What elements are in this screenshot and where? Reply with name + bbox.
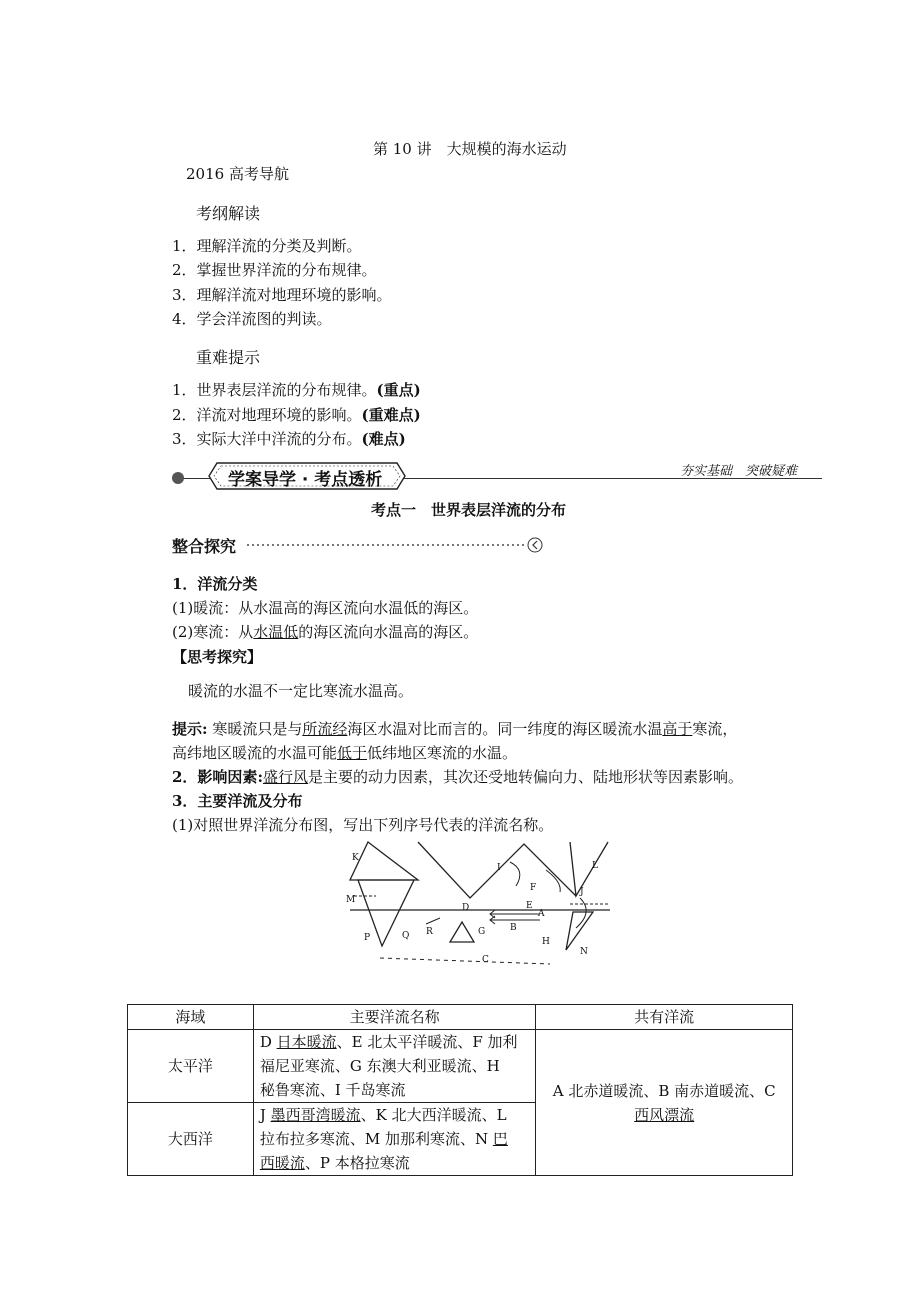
text: 海区水温对比而言的。同一纬度的海区暖流水温 <box>347 720 663 738</box>
outline-item-2: 2．掌握世界洋流的分布规律。 <box>172 261 377 279</box>
cell-atlantic-currents <box>253 1103 536 1176</box>
key-point-text: 3．实际大洋中洋流的分布。 <box>172 430 362 448</box>
key-point-text: 1．世界表层洋流的分布规律。 <box>172 381 377 399</box>
key-points-heading: 重难提示 <box>196 348 261 367</box>
map-label-j: J <box>580 887 584 897</box>
cell-line <box>260 1151 530 1175</box>
cell-line: 秘鲁寒流、I 千岛寒流 <box>259 1081 406 1099</box>
map-label-n: N <box>580 947 588 957</box>
map-label-g: G <box>478 927 486 937</box>
fill-blank: 高于 <box>662 720 693 738</box>
think-question: 暖流的水温不一定比寒流水温高。 <box>188 682 414 700</box>
header-main-currents: 主要洋流名称 <box>253 1005 536 1030</box>
section-title: 考点一 世界表层洋流的分布 <box>371 501 567 519</box>
map-label-i: I <box>497 863 501 873</box>
text: 寒流， <box>692 720 738 738</box>
cell-line: 福尼亚寒流、G 东澳大利亚暖流、H <box>259 1057 500 1075</box>
answer-label: 提示: <box>172 720 208 738</box>
fill-blank: 低于 <box>337 744 368 762</box>
think-heading: 【思考探究】 <box>172 648 263 666</box>
guide-heading: 2016 高考导航 <box>186 165 289 183</box>
map-label-e: E <box>526 901 533 911</box>
fill-blank: 日本暖流 <box>276 1033 337 1051</box>
cell-line: A 北赤道暖流、B 南赤道暖流、C <box>552 1081 776 1100</box>
text: (2)寒流：从 <box>172 623 254 641</box>
key-point-tag: (重点) <box>376 381 421 399</box>
outline-item-3: 3．理解洋流对地理环境的影响。 <box>172 286 392 304</box>
cell-pacific-name: 太平洋 <box>128 1030 254 1103</box>
map-label-q: Q <box>402 931 410 941</box>
outline-item-4: 4．学会洋流图的判读。 <box>172 310 332 328</box>
fill-blank: 水温低 <box>253 623 299 641</box>
sub-section-heading: 整合探究 <box>172 534 240 557</box>
text: 、E 北太平洋暖流、F 加利 <box>336 1033 518 1051</box>
fill-blank: 墨西哥湾暖流 <box>270 1106 361 1124</box>
text: 寒暖流只是与 <box>212 720 303 738</box>
header-shared-currents: 共有洋流 <box>536 1005 793 1030</box>
cell-line <box>260 1127 530 1151</box>
key-point-text: 2．洋流对地理环境的影响。 <box>172 406 362 424</box>
outline-item-1: 1．理解洋流的分类及判断。 <box>172 237 362 255</box>
banner-right-text: 夯实基础 突破疑难 <box>680 464 798 479</box>
text: 高纬地区暖流的水温可能 <box>172 744 338 762</box>
think-answer-line-1 <box>172 718 737 739</box>
text: 、P 本格拉寒流 <box>304 1154 410 1172</box>
factors-line <box>172 766 743 787</box>
factors-label: 2．影响因素: <box>172 768 263 786</box>
classification-heading: 1．洋流分类 <box>172 575 258 593</box>
map-label-l: L <box>592 861 598 871</box>
key-point-tag: (难点) <box>361 430 406 448</box>
fill-blank: 西暖流 <box>259 1154 305 1172</box>
fill-blank: 所流经 <box>302 720 348 738</box>
fill-blank: 西风漂流 <box>634 1105 695 1124</box>
text: 是主要的动力因素，其次还受地转偏向力、陆地形状等因素影响。 <box>308 768 744 786</box>
map-label-m: M <box>346 895 356 905</box>
fill-blank: 巴 <box>492 1130 508 1148</box>
key-point-2 <box>172 404 421 425</box>
table-header-row <box>128 1005 793 1030</box>
banner-title: 学案导学 · 考点透析 <box>228 470 383 490</box>
main-currents-heading: 3．主要洋流及分布 <box>172 792 303 810</box>
text: 拉布拉多寒流、M 加那利寒流、N <box>259 1130 493 1148</box>
text: J <box>259 1106 271 1124</box>
ocean-currents-map <box>340 838 615 978</box>
key-point-3 <box>172 428 406 449</box>
think-answer-line-2 <box>172 742 517 763</box>
outline-heading: 考纲解读 <box>196 204 261 223</box>
map-label-f: F <box>530 883 537 893</box>
map-label-h: H <box>542 937 550 947</box>
banner-dot <box>172 472 184 484</box>
cell-line <box>260 1103 530 1127</box>
main-currents-instruction: (1)对照世界洋流分布图，写出下列序号代表的洋流名称。 <box>172 816 554 834</box>
cell-pacific-currents <box>253 1030 536 1103</box>
header-sea-area: 海域 <box>128 1005 254 1030</box>
cold-current-def <box>172 621 478 642</box>
currents-table <box>127 1004 793 1176</box>
key-point-1 <box>172 379 421 400</box>
table-row-pacific <box>128 1030 793 1103</box>
page-title: 第 10 讲 大规模的海水运动 <box>373 140 567 158</box>
cell-shared-currents <box>536 1030 793 1176</box>
cell-atlantic-name: 大西洋 <box>128 1103 254 1176</box>
text: 、K 北大西洋暖流、L <box>360 1106 507 1124</box>
map-label-c: C <box>482 955 489 965</box>
map-label-r: R <box>426 927 433 937</box>
text: 低纬地区寒流的水温。 <box>367 744 518 762</box>
text: D <box>259 1033 277 1051</box>
map-label-d: D <box>462 903 470 913</box>
map-label-p: P <box>364 933 371 943</box>
key-point-tag: (重难点) <box>361 406 421 424</box>
map-label-a: A <box>538 909 545 919</box>
map-label-b: B <box>510 923 517 933</box>
map-label-k: K <box>352 853 359 863</box>
text: 的海区流向水温高的海区。 <box>298 623 479 641</box>
warm-current-def: (1)暖流：从水温高的海区流向水温低的海区。 <box>172 599 479 617</box>
fill-blank: 盛行风 <box>262 768 308 786</box>
cell-line <box>260 1030 530 1054</box>
